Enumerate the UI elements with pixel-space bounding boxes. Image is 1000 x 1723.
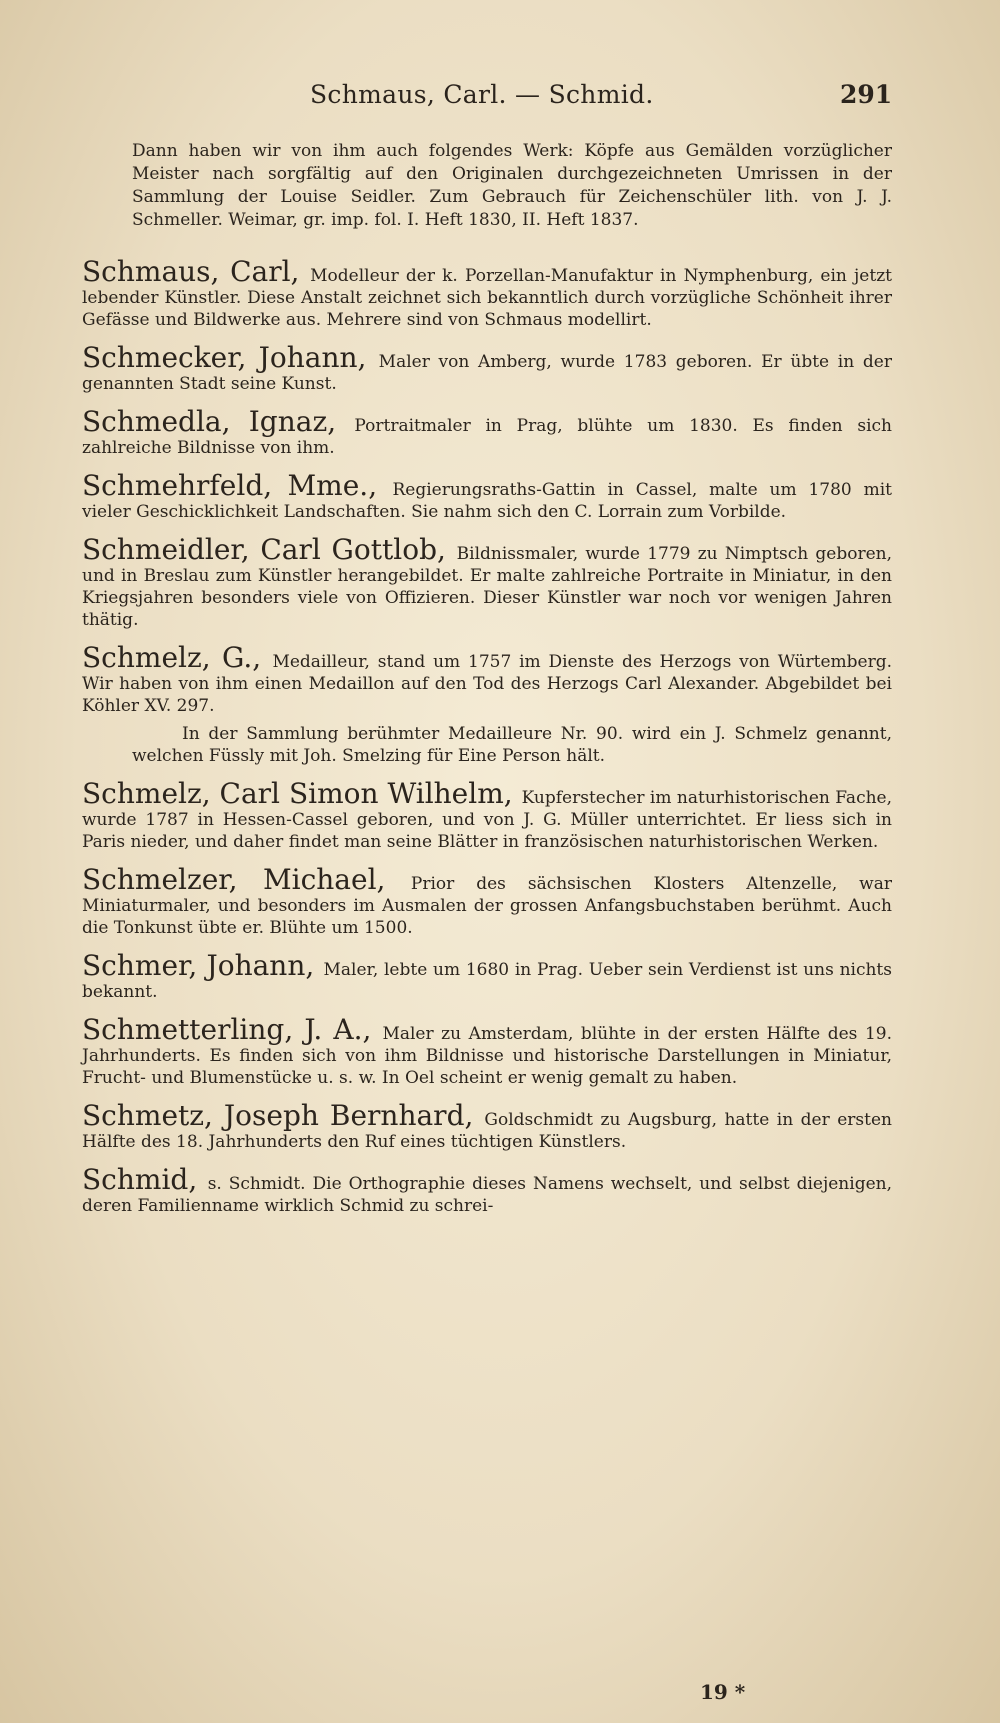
page-header [0,80,1000,120]
entry-text: Portraitmaler in Prag, blühte um 1830. Es finden sich zahlreiche Bildnisse von ihm. [82,416,892,458]
entry-text: Prior des sächsischen Klosters Altenzelle, war Miniaturmaler, und besonders im Ausmalen der grossen Anfangsbuchstaben berühmt. Auch die Tonkunst übte er. Blühte um 1500. [82,874,892,938]
entry-name: Schmecker, Johann, [82,341,379,374]
entry-text: Medailleur, stand um 1757 im Dienste des Herzogs von Würtemberg. Wir haben von ihm einen Medaillon auf den Tod des Herzogs Carl Alexander. Abgebildet bei Köhler XV. 297. [82,652,892,716]
entry-name: Schmer, Johann, [82,949,324,982]
entry-name: Schmetz, Joseph Bernhard, [82,1099,485,1132]
page-content [82,140,892,1230]
running-head: Schmaus, Carl. — Schmid. [310,80,654,109]
entry-text: Regierungsraths-Gattin in Cassel, malte um 1780 mit vieler Geschicklichkeit Landschaften. Sie nahm sich den C. Lorrain zum Vorbilde. [82,480,892,522]
entry-text: s. Schmidt. Die Orthographie dieses Namens wechselt, und selbst diejenigen, deren Familienname wirklich Schmid zu schrei- [82,1174,892,1216]
entry-name: Schmelz, Carl Simon Wilhelm, [82,777,522,810]
entry-text: Maler, lebte um 1680 in Prag. Ueber sein Verdienst ist uns nichts bekannt. [82,960,892,1002]
entry-text: Goldschmidt zu Augsburg, hatte in der ersten Hälfte des 18. Jahrhunderts den Ruf eines tüchtigen Künstlers. [82,1110,892,1152]
entry-text: Modelleur der k. Porzellan-Manufaktur in Nymphenburg, ein jetzt lebender Künstler. Diese Anstalt zeichnet sich bekanntlich durch vorzügliche Schönheit ihrer Gefässe und Bildwerke aus. Mehrere sind von Schmaus modellirt. [82,266,892,330]
entry-text: Kupferstecher im naturhistorischen Fache, wurde 1787 in Hessen-Cassel geboren, und von J. G. Müller unterrichtet. Er liess sich in Paris nieder, und daher findet man seine Blätter in französischen naturhistorischen Werken. [82,788,893,852]
entry-schmelz-g [82,641,892,767]
entry-schmelz-carl-simon-wilhelm [82,777,893,853]
entry-schmid [82,1163,892,1217]
entry-schmehrfeld [82,469,892,523]
entry-text: Maler zu Amsterdam, blühte in der ersten Hälfte des 19. Jahrhunderts. Es finden sich von ihm Bildnisse und historische Darstellungen in Miniatur, Frucht- und Blumenstücke u. s. w. In Oel scheint er wenig gemalt zu haben. [82,1024,892,1088]
signature-mark: 19 * [700,1680,746,1704]
entry-name: Schmid, [82,1163,208,1196]
entry-schmetterling-j-a [82,1013,892,1089]
entry-schmeidler-carl-gottlob [82,533,893,631]
page-number: 291 [840,80,893,109]
entry-text: Maler von Amberg, wurde 1783 geboren. Er übte in der genannten Stadt seine Kunst. [82,352,892,394]
entry-name: Schmaus, Carl, [82,255,311,288]
entry-schmetz-joseph-bernhard [82,1099,892,1153]
entry-schmecker-johann [82,341,892,395]
entry-schmaus-carl [82,255,892,331]
entry-name: Schmelzer, Michael, [82,863,411,896]
entry-name: Schmedla, Ignaz, [82,405,355,438]
entry-schmelzer-michael [82,863,892,939]
entry-schmedla-ignaz [82,405,892,459]
entry-name: Schmetterling, J. A., [82,1013,383,1046]
entry-schmer-johann [82,949,892,1003]
entry-name: Schmeidler, Carl Gottlob, [82,533,457,566]
intro-paragraph: Dann haben wir von ihm auch folgendes Werk: Köpfe aus Gemälden vorzüglicher Meister nach sorgfältig auf den Originalen durchgezeichneten Umrissen in der Sammlung der Louise Seidler. Zum Gebrauch für Zeichenschüler lith. von J. J. Schmeller. Weimar, gr. imp. fol. I. Heft 1830, II. Heft 1837. [132,141,892,230]
entry-note: In der Sammlung berühmter Medailleure Nr. 90. wird ein J. Schmelz genannt, welchen Füssly mit Joh. Smelzing für Eine Person hält. [132,724,892,766]
entry-text: Bildnissmaler, wurde 1779 zu Nimptsch geboren, und in Breslau zum Künstler herangebildet. Er malte zahlreiche Portraite in Miniatur, in den Kriegsjahren besonders viele von Offizieren. Dieser Künstler war noch vor wenigen Jahren thätig. [82,544,893,630]
entry-name: Schmelz, G., [82,641,273,674]
entry-name: Schmehrfeld, Mme., [82,469,393,502]
